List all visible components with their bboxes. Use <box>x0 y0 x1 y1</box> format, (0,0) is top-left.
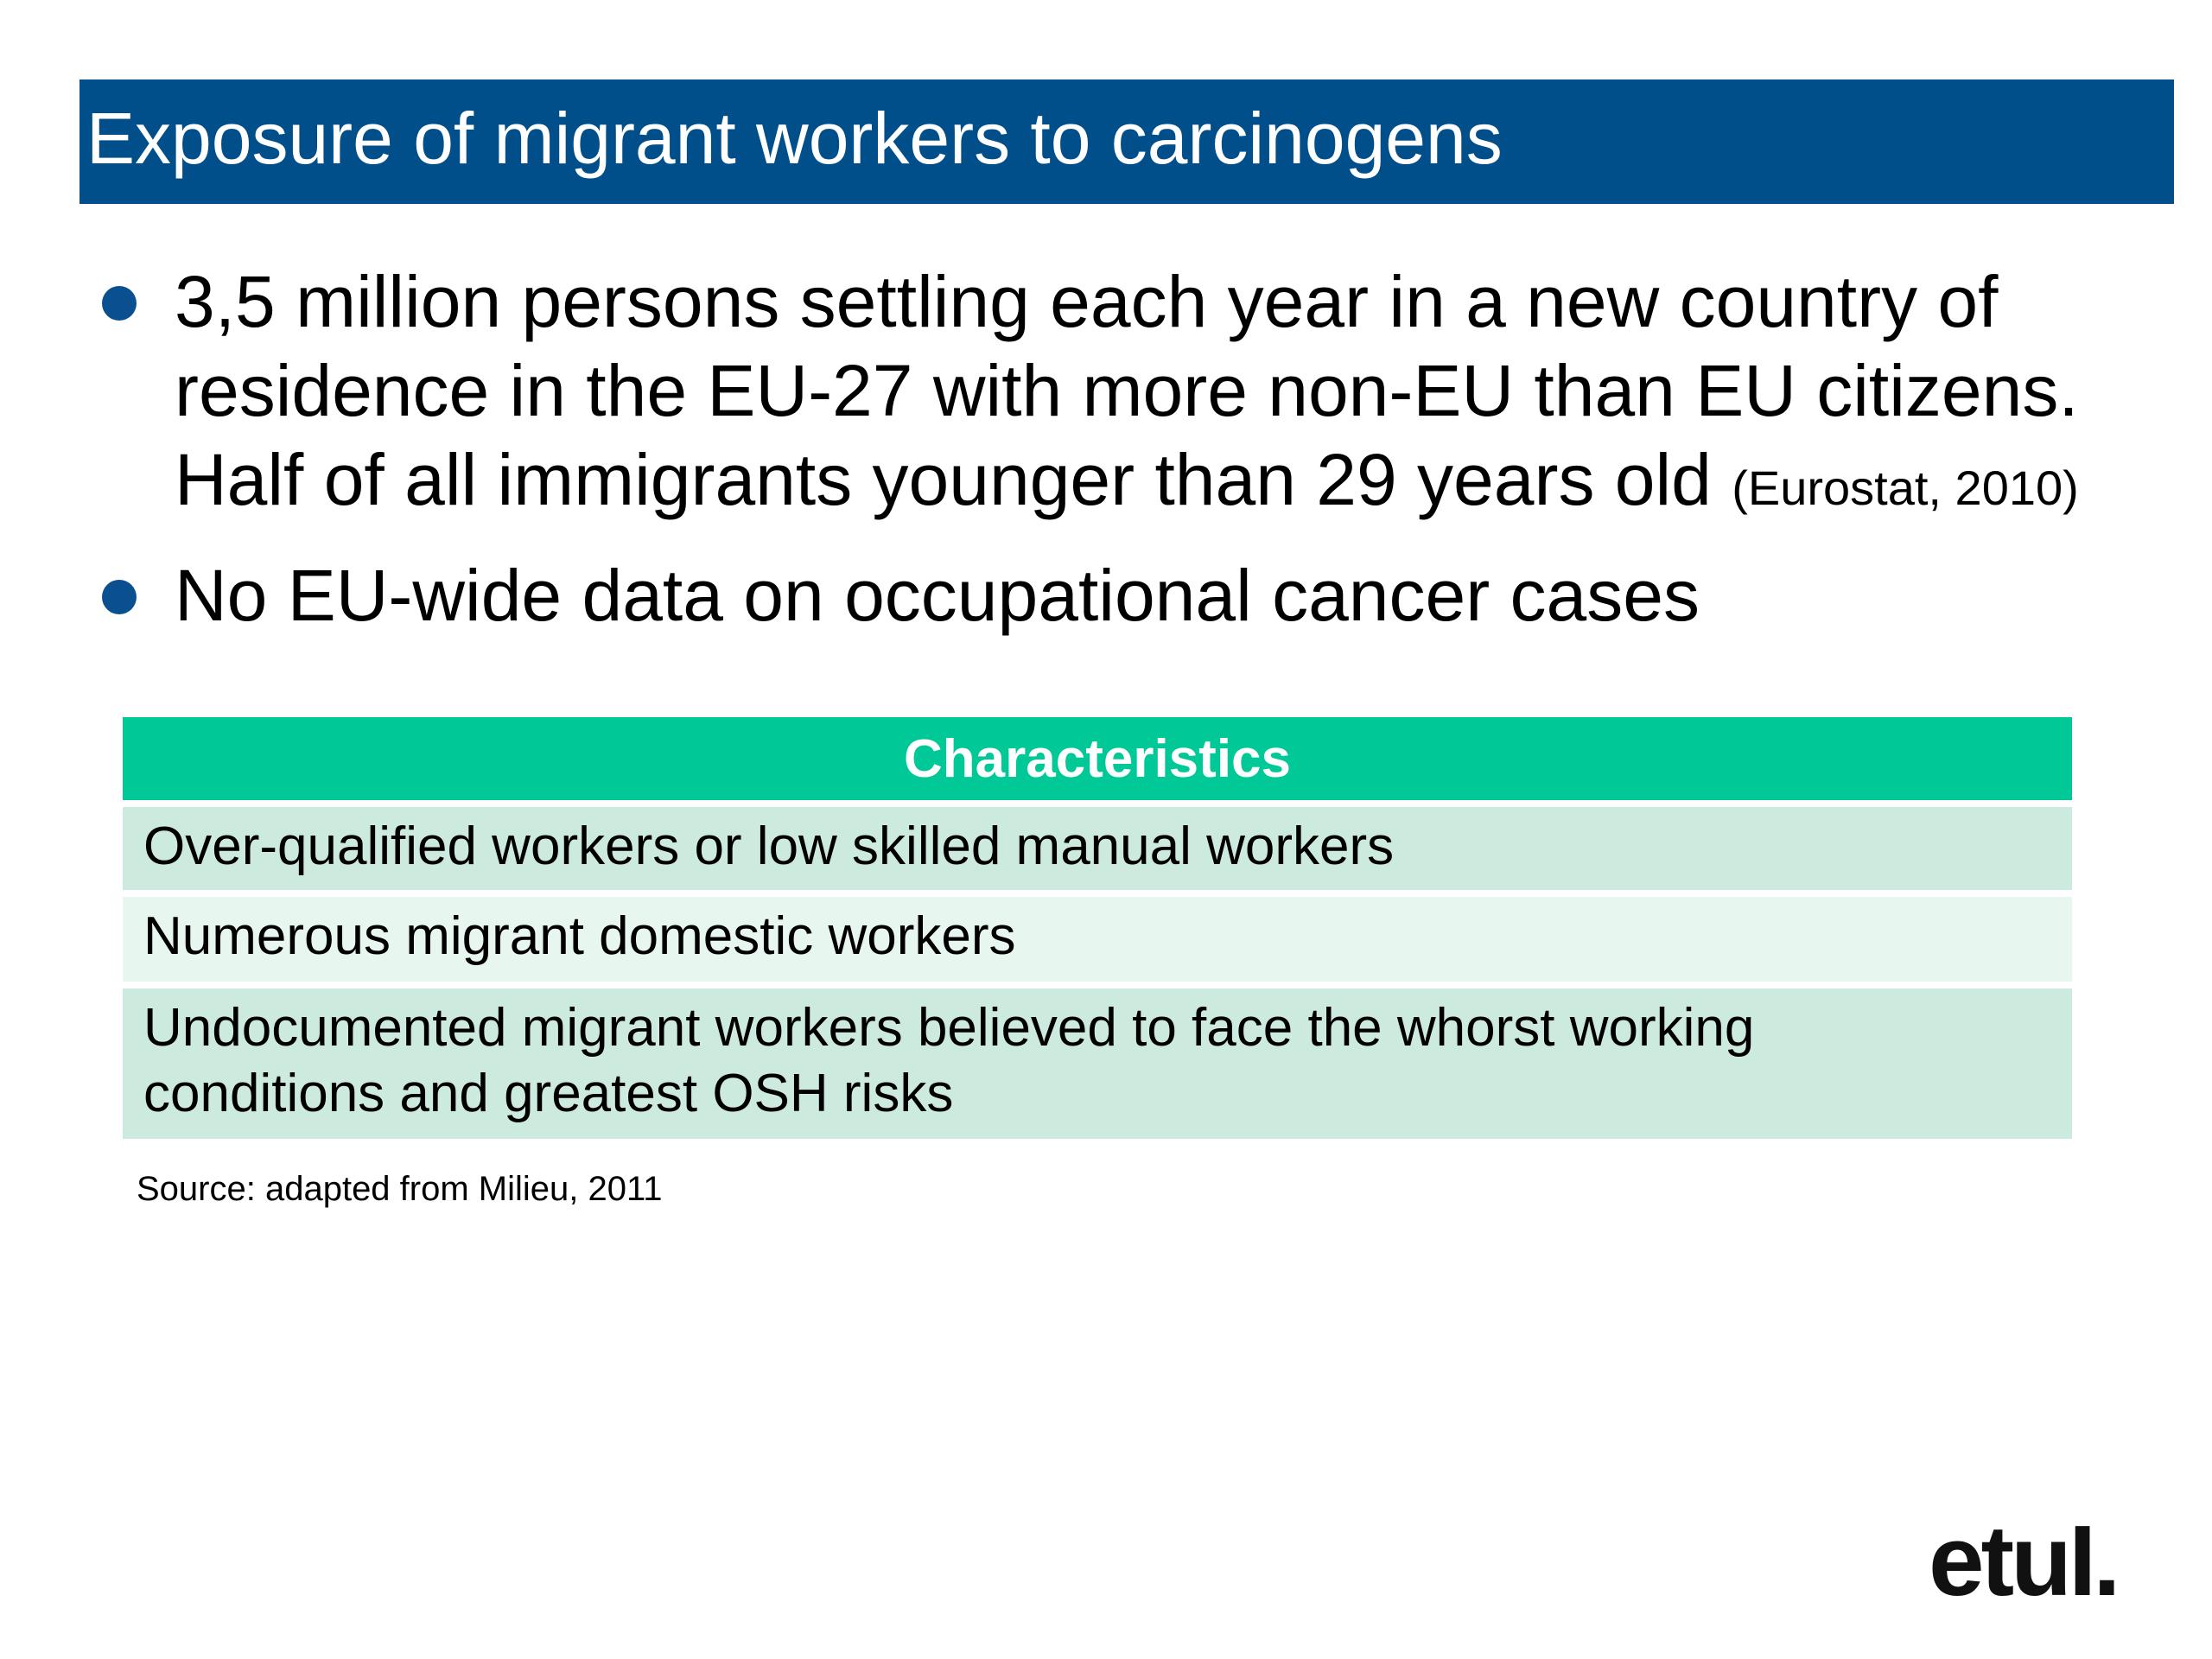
bullet-item-no-data <box>102 551 2158 640</box>
table-row <box>123 897 2072 982</box>
bullet-dot-icon <box>102 580 137 614</box>
table-cell-text: Numerous migrant domestic workers <box>143 906 1016 966</box>
table-cell-text: Over-qualified workers or low skilled manual workers <box>143 817 1395 876</box>
bullet-text-segment: Half of all immigrants younger than 29 years old <box>175 439 1712 520</box>
bullet-item-migration-stats <box>102 257 2158 532</box>
bullet-list <box>102 257 2158 659</box>
bullet-dot-icon <box>102 286 137 321</box>
bullet-text-line: residence in the EU-27 with more non-EU than EU citizens. <box>175 350 2079 431</box>
bullet-text-line: 3,5 million persons settling each year in a new country of <box>175 261 1999 342</box>
source-note: Source: adapted from Milieu, 2011 <box>137 1170 663 1208</box>
slide-title-bar <box>79 79 2174 204</box>
table-cell-text: Undocumented migrant workers believed to face the whorst working <box>143 998 1755 1058</box>
characteristics-table <box>123 717 2072 1139</box>
bullet-text-line: No EU-wide data on occupational cancer cases <box>175 555 1700 636</box>
table-cell-text: conditions and greatest OSH risks <box>143 1064 954 1123</box>
bullet-text-line <box>175 435 2158 532</box>
etui-logo: etuI. <box>1929 1504 2118 1617</box>
citation: (Eurostat, 2010) <box>1732 461 2079 515</box>
table-row <box>123 988 2072 1139</box>
table-row <box>123 807 2072 890</box>
table-header: Characteristics <box>123 717 2072 800</box>
slide-title: Exposure of migrant workers to carcinogens <box>86 98 1503 179</box>
